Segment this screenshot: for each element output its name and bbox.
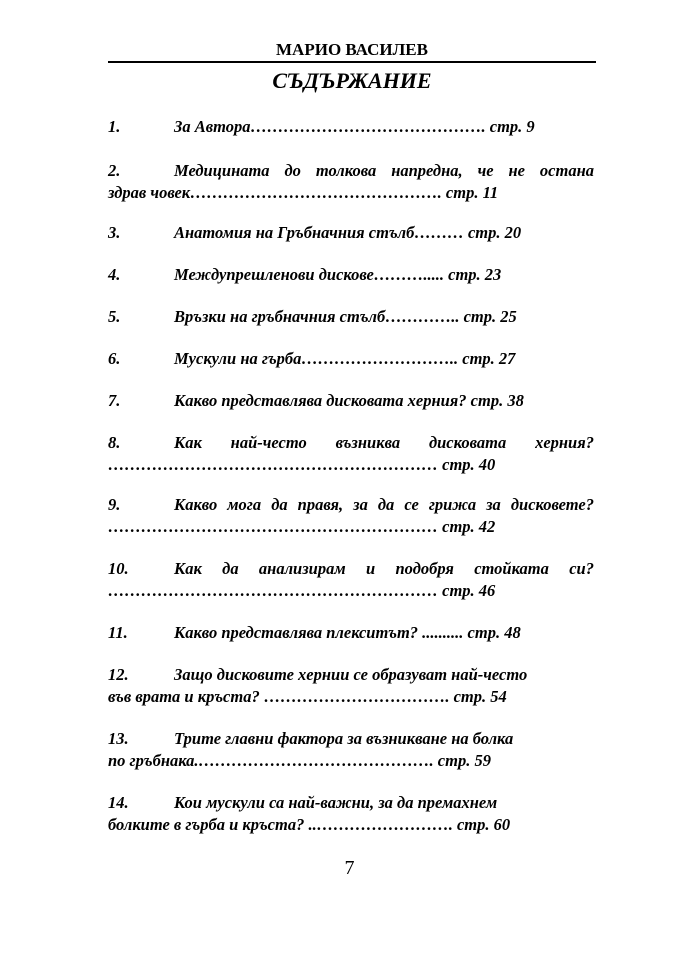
toc-entry[interactable] (108, 306, 594, 328)
toc-entry-title: Трите главни фактора за възникване на болка (174, 729, 514, 748)
toc-entry-title: За Автора……………………………………. стр. 9 (174, 117, 535, 136)
toc-entry[interactable] (108, 622, 594, 644)
toc-entry[interactable] (108, 348, 594, 370)
toc-entry[interactable] (108, 494, 594, 538)
toc-entry-number: 2. (108, 161, 121, 180)
toc-entry-number: 9. (108, 495, 121, 514)
toc-entry[interactable] (108, 390, 594, 412)
toc-entry-title: Какво представлява плекситът? .......... стр. 48 (174, 623, 521, 642)
toc-entry[interactable] (108, 264, 594, 286)
running-header: МАРИО ВАСИЛЕВ (108, 40, 596, 63)
toc-entry-number: 14. (108, 793, 129, 812)
toc-entry-number: 13. (108, 729, 129, 748)
toc-entry-title: Медицината до толкова напредна, че не остана (174, 161, 594, 180)
toc-entry[interactable] (108, 664, 594, 708)
toc-entry-continuation: във врата и кръста? ……………………………. стр. 54 (108, 687, 507, 706)
toc-entry[interactable] (108, 792, 594, 836)
toc-entry-continuation: здрав човек………………………………………. стр. 11 (108, 183, 499, 202)
toc-entry-title: Как да анализирам и подобря стойката си? (174, 559, 594, 578)
toc-entry-number: 10. (108, 559, 129, 578)
toc-entry[interactable] (108, 728, 594, 772)
toc-entry-title: Как най-често възниква дисковата херния? (174, 433, 594, 452)
toc-entry-number: 3. (108, 223, 121, 242)
toc-entry-title: Междупрешленови дискове………..... стр. 23 (174, 265, 502, 284)
toc-entry-continuation: по гръбнака.……………………………………. стр. 59 (108, 751, 491, 770)
toc-entry-title: Какво представлява дисковата херния? стр. 38 (174, 391, 524, 410)
toc-entry-continuation: …………………………………………………… стр. 46 (108, 581, 496, 600)
toc-entry-number: 5. (108, 307, 121, 326)
toc-entry-continuation: …………………………………………………… стр. 42 (108, 517, 496, 536)
toc-entry-title: Връзки на гръбначния стълб………….. стр. 25 (174, 307, 517, 326)
toc-entry-title: Анатомия на Гръбначния стълб……… стр. 20 (174, 223, 522, 242)
toc-entry[interactable] (108, 432, 594, 476)
toc-entry-number: 11. (108, 623, 128, 642)
toc-entry-number: 1. (108, 117, 121, 136)
toc-entry-title: Какво мога да правя, за да се грижа за дисковете? (174, 495, 594, 514)
toc-entry-number: 6. (108, 349, 121, 368)
toc-entry-continuation: болките в гърба и кръста? ..……………………. стр. 60 (108, 815, 511, 834)
toc-entry-title: Защо дисковите хернии се образуват най-често (174, 665, 528, 684)
toc-entry-number: 7. (108, 391, 121, 410)
page-number: 7 (344, 857, 355, 879)
toc-entry-number: 8. (108, 433, 121, 452)
toc-entry-title: Мускули на гърба……………………….. стр. 27 (174, 349, 516, 368)
toc-entry-title: Кои мускули са най-важни, за да премахнем (174, 793, 498, 812)
toc-entry-number: 4. (108, 265, 121, 284)
toc-entry-continuation: …………………………………………………… стр. 40 (108, 455, 496, 474)
toc-entry[interactable] (108, 116, 594, 138)
toc-entry-number: 12. (108, 665, 129, 684)
page-title: СЪДЪРЖАНИЕ (272, 68, 432, 93)
toc-entry[interactable] (108, 160, 594, 204)
toc-entry[interactable] (108, 222, 594, 244)
toc-entry[interactable] (108, 558, 594, 602)
